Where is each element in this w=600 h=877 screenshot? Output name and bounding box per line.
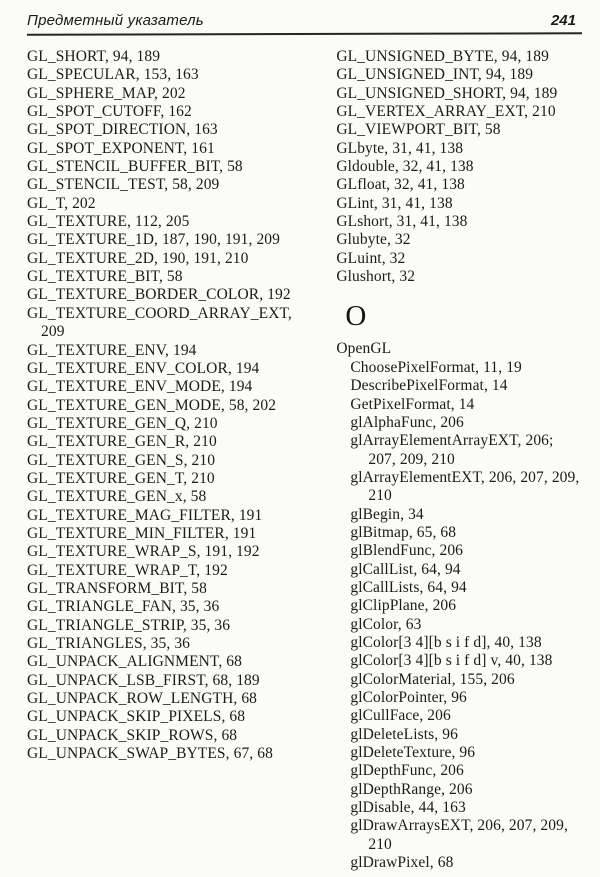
index-group-label: OpenGL [336,340,392,358]
index-entry: GL_TEXTURE_GEN_S, 210 [27,451,216,469]
index-subentry: GetPixelFormat, 14 [350,395,475,413]
index-entry: GL_SHORT, 94, 189 [27,48,161,65]
index-right-top-entries [336,48,584,286]
index-column-right [336,48,584,872]
index-entry: GL_TRIANGLES, 35, 36 [27,635,191,652]
index-subentry: glCullFace, 206 [350,707,451,725]
index-entry: GL_STENCIL_TEST, 58, 209 [27,176,220,194]
index-entry: GLbyte, 31, 41, 138 [336,139,464,157]
index-entry: GL_TEXTURE_MIN_FILTER, 191 [27,524,257,542]
index-entry: GL_SPOT_DIRECTION, 163 [27,121,218,139]
index-entry: GL_UNPACK_SWAP_BYTES, 67, 68 [27,745,273,763]
index-subentry: glCallLists, 64, 94 [350,578,467,596]
index-entry: GL_TEXTURE_ENV_MODE, 194 [27,378,253,396]
index-entry: GL_TRANSFORM_BIT, 58 [27,579,207,597]
index-subentry: glArrayElementEXT, 206, 207, 209, 210 [350,468,580,505]
index-subentry: glColor[3 4][b s i f d], 40, 138 [350,633,542,651]
index-entry: GL_SPOT_EXPONENT, 161 [27,139,215,157]
index-subentry: glColorPointer, 96 [350,689,467,706]
index-columns [27,48,584,872]
index-entry: GL_UNSIGNED_INT, 94, 189 [336,66,534,84]
index-group-opengl [336,340,584,872]
index-entry: GL_TRIANGLE_FAN, 35, 36 [27,598,220,616]
index-subentry: glArrayElementArrayEXT, 206; 207, 209, 210 [350,432,554,468]
index-entry: GL_TEXTURE_ENV, 194 [27,341,197,359]
index-subentry: glDeleteTexture, 96 [350,744,476,762]
index-subentry: ChoosePixelFormat, 11, 19 [350,358,522,376]
index-entry: GL_VERTEX_ARRAY_EXT, 210 [336,103,556,121]
index-column-left [27,48,306,872]
index-entry: GL_TEXTURE_MAG_FILTER, 191 [27,506,263,524]
index-entry: GL_TEXTURE_1D, 187, 190, 191, 209 [27,231,281,249]
index-entry: GL_TEXTURE_GEN_MODE, 58, 202 [27,396,277,414]
index-entry: GL_UNSIGNED_BYTE, 94, 189 [336,48,549,65]
index-subentry: glDrawPixel, 68 [350,854,454,872]
index-entry: GL_UNPACK_ROW_LENGTH, 68 [27,690,258,708]
index-subentry: glBlendFunc, 206 [350,542,464,560]
index-entry: GL_TEXTURE_2D, 190, 191, 210 [27,249,249,267]
index-entry: GL_STENCIL_BUFFER_BIT, 58 [27,158,243,176]
index-subentry: glDepthRange, 206 [350,780,473,798]
index-entry: GL_UNPACK_LSB_FIRST, 68, 189 [27,671,260,689]
index-subentry: glColor[3 4][b s i f d] v, 40, 138 [350,652,553,670]
index-entry: GL_TEXTURE_BORDER_COLOR, 192 [27,286,291,304]
index-entry: GLshort, 31, 41, 138 [336,213,468,231]
index-entry: GLuint, 32 [336,249,406,267]
index-entry: GLint, 31, 41, 138 [336,194,453,212]
index-group-subentries [336,359,584,873]
index-subentry: glColor, 63 [350,615,422,633]
page-number: 241 [550,12,576,29]
index-subentry: glClipPlane, 206 [350,597,457,615]
index-entry: GL_TEXTURE_GEN_x, 58 [27,488,207,506]
index-subentry: glAlphaFunc, 206 [350,413,464,431]
index-entry: GL_UNSIGNED_SHORT, 94, 189 [336,84,558,102]
index-entry: GL_TEXTURE, 112, 205 [27,213,190,231]
index-entry: GL_UNPACK_SKIP_PIXELS, 68 [27,708,246,726]
index-entry: GL_TEXTURE_ENV_COLOR, 194 [27,359,260,377]
index-entry: GL_TEXTURE_COORD_ARRAY_EXT, 209 [27,304,292,341]
index-entry: GL_SPHERE_MAP, 202 [27,84,186,102]
index-entry: GL_TEXTURE_WRAP_S, 191, 192 [27,543,260,561]
index-subentry: glDisable, 44, 163 [350,799,466,817]
index-entry: GL_UNPACK_SKIP_ROWS, 68 [27,726,238,744]
index-subentry: glBitmap, 65, 68 [350,523,457,541]
index-entry: GL_TEXTURE_GEN_Q, 210 [27,414,218,432]
index-entry: Gldouble, 32, 41, 138 [336,158,474,176]
index-subentry: glDeleteLists, 96 [350,725,458,743]
index-entry: GL_TRIANGLE_STRIP, 35, 36 [27,616,231,634]
index-entry: GL_TEXTURE_BIT, 58 [27,268,183,286]
index-entry: GL_TEXTURE_WRAP_T, 192 [27,561,228,579]
index-entry: GL_T, 202 [27,194,96,212]
running-header-title: Предметный указатель [27,12,204,29]
index-entry: Glubyte, 32 [336,231,411,249]
index-entry: GL_TEXTURE_GEN_R, 210 [27,433,217,451]
index-entry: GL_TEXTURE_GEN_T, 210 [27,469,215,487]
index-entry: GLfloat, 32, 41, 138 [336,176,465,194]
index-subentry: glColorMaterial, 155, 206 [350,670,515,688]
index-subentry: glCallList, 64, 94 [350,560,461,578]
running-header [27,10,584,33]
header-rule [27,32,582,35]
index-entry: GL_SPECULAR, 153, 163 [27,66,199,84]
index-entry: GL_VIEWPORT_BIT, 58 [336,121,501,139]
section-letter: O [345,300,367,333]
index-entry: GL_UNPACK_ALIGNMENT, 68 [27,653,242,671]
index-subentry: glBegin, 34 [350,505,424,523]
index-entry: Glushort, 32 [336,268,416,286]
index-subentry: glDrawArraysEXT, 206, 207, 209, 210 [350,817,568,853]
index-entry: GL_SPOT_CUTOFF, 162 [27,103,192,121]
index-subentry: DescribePixelFormat, 14 [350,377,508,395]
index-subentry: glDepthFunc, 206 [350,762,464,780]
